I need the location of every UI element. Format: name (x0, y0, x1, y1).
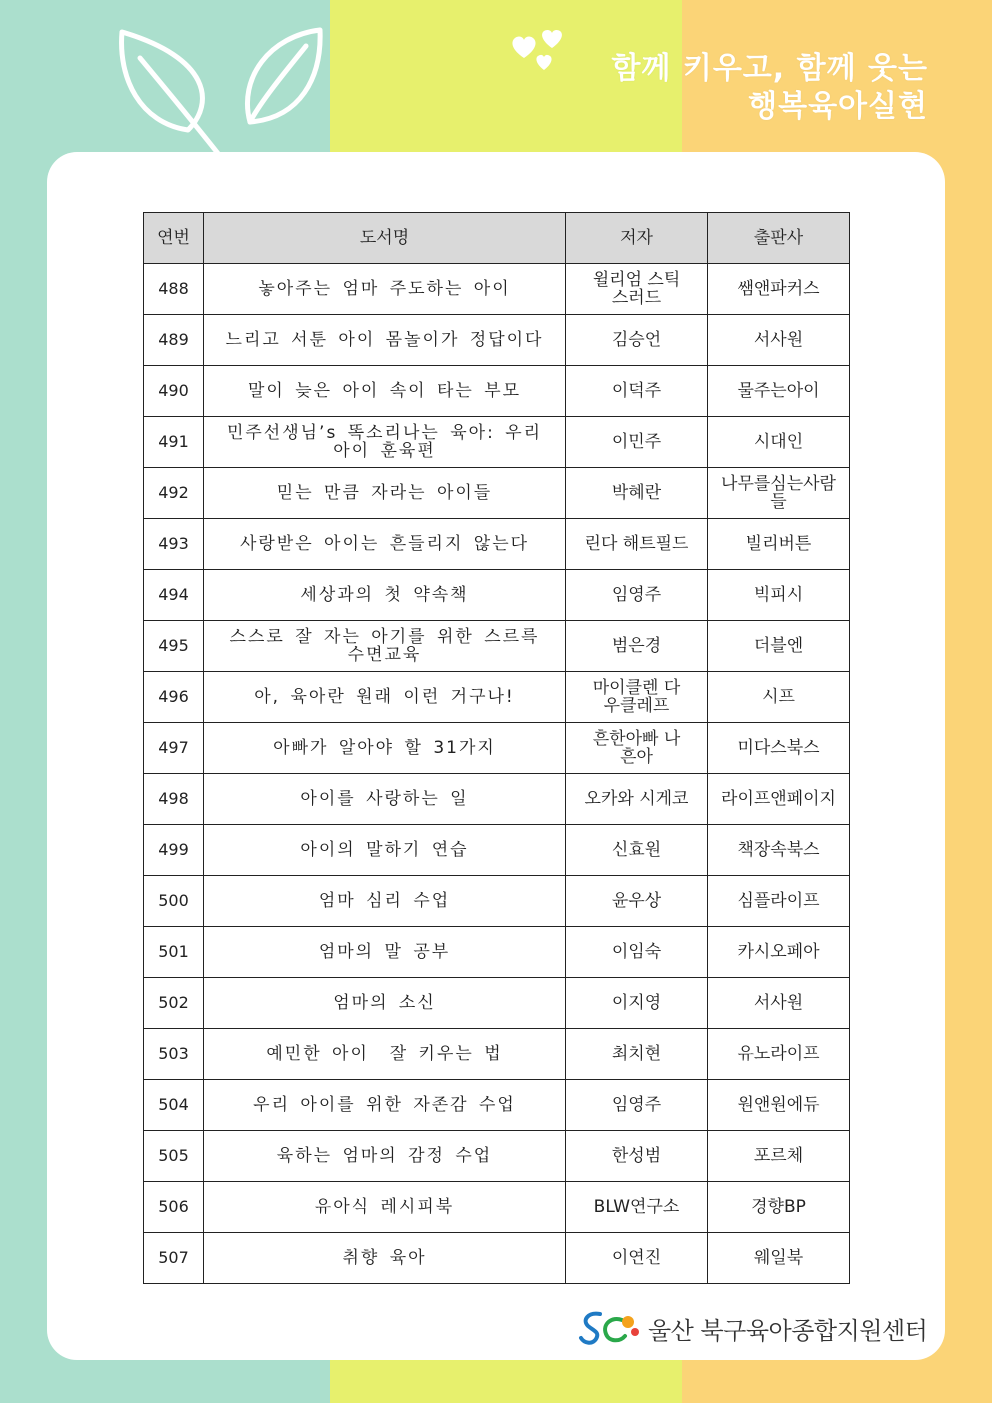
table-row (144, 723, 850, 774)
row-author: 범은경 (566, 621, 708, 672)
row-no: 495 (144, 621, 204, 672)
table-row (144, 927, 850, 978)
row-no: 501 (144, 927, 204, 978)
row-publisher: 웨일북 (708, 1233, 850, 1284)
table-row (144, 570, 850, 621)
row-publisher: 책장속북스 (708, 825, 850, 876)
row-title: 말이 늦은 아이 속이 타는 부모 (204, 366, 566, 417)
row-publisher: 나무를심는사람들 (708, 468, 850, 519)
row-title: 엄마의 말 공부 (204, 927, 566, 978)
row-no: 507 (144, 1233, 204, 1284)
row-no: 494 (144, 570, 204, 621)
row-publisher: 시프 (708, 672, 850, 723)
row-author: 최치현 (566, 1029, 708, 1080)
row-author: 이민주 (566, 417, 708, 468)
row-no: 489 (144, 315, 204, 366)
book-list-table (143, 212, 850, 1284)
row-no: 491 (144, 417, 204, 468)
table-row (144, 264, 850, 315)
row-author: 윌리엄 스틱스러드 (566, 264, 708, 315)
table-row (144, 468, 850, 519)
row-author: 흔한아빠 나흔아 (566, 723, 708, 774)
table-header-row (144, 213, 850, 264)
slogan-line-1: 함께 키우고, 함께 웃는 (611, 51, 928, 86)
row-publisher: 라이프앤페이지 (708, 774, 850, 825)
row-title: 엄마 심리 수업 (204, 876, 566, 927)
row-title: 세상과의 첫 약속책 (204, 570, 566, 621)
hearts-icon (508, 24, 572, 72)
row-title: 사랑받은 아이는 흔들리지 않는다 (204, 519, 566, 570)
row-no: 498 (144, 774, 204, 825)
row-title: 믿는 만큼 자라는 아이들 (204, 468, 566, 519)
row-title: 우리 아이를 위한 자존감 수업 (204, 1080, 566, 1131)
table-row (144, 825, 850, 876)
row-publisher: 서사원 (708, 978, 850, 1029)
row-author: 이연진 (566, 1233, 708, 1284)
row-title: 아빠가 알아야 할 31가지 (204, 723, 566, 774)
table-row (144, 621, 850, 672)
row-title: 육하는 엄마의 감정 수업 (204, 1131, 566, 1182)
row-no: 499 (144, 825, 204, 876)
table-row (144, 519, 850, 570)
row-publisher: 빌리버튼 (708, 519, 850, 570)
row-publisher: 경향BP (708, 1182, 850, 1233)
row-author: 오카와 시게코 (566, 774, 708, 825)
row-no: 500 (144, 876, 204, 927)
row-publisher: 서사원 (708, 315, 850, 366)
row-no: 497 (144, 723, 204, 774)
table-row (144, 366, 850, 417)
row-title: 스스로 잘 자는 아기를 위한 스르륵 수면교육 (204, 621, 566, 672)
row-no: 488 (144, 264, 204, 315)
row-publisher: 유노라이프 (708, 1029, 850, 1080)
row-publisher: 포르체 (708, 1131, 850, 1182)
footer-org (578, 1306, 927, 1350)
row-publisher: 원앤원에듀 (708, 1080, 850, 1131)
row-author: 신효원 (566, 825, 708, 876)
row-no: 493 (144, 519, 204, 570)
row-no: 502 (144, 978, 204, 1029)
center-logo-icon (578, 1308, 640, 1348)
table-row (144, 1233, 850, 1284)
row-publisher: 미다스북스 (708, 723, 850, 774)
row-publisher: 쌤앤파커스 (708, 264, 850, 315)
header-slogan (611, 50, 928, 126)
row-title: 아이를 사랑하는 일 (204, 774, 566, 825)
row-title: 취향 육아 (204, 1233, 566, 1284)
row-author: BLW연구소 (566, 1182, 708, 1233)
table-row (144, 672, 850, 723)
table-row (144, 978, 850, 1029)
row-no: 504 (144, 1080, 204, 1131)
row-title: 아이의 말하기 연습 (204, 825, 566, 876)
row-author: 한성범 (566, 1131, 708, 1182)
column-header-publisher: 출판사 (708, 213, 850, 264)
table-row (144, 1182, 850, 1233)
row-title: 느리고 서툰 아이 몸놀이가 정답이다 (204, 315, 566, 366)
org-name: 울산 북구육아종합지원센터 (648, 1316, 928, 1345)
column-header-title: 도서명 (204, 213, 566, 264)
row-no: 496 (144, 672, 204, 723)
row-author: 마이클렌 다우클레프 (566, 672, 708, 723)
row-author: 이지영 (566, 978, 708, 1029)
row-publisher: 시대인 (708, 417, 850, 468)
row-title: 민주선생님’s 똑소리나는 육아: 우리 아이 훈육편 (204, 417, 566, 468)
row-no: 490 (144, 366, 204, 417)
table-row (144, 1131, 850, 1182)
row-publisher: 물주는아이 (708, 366, 850, 417)
row-title: 아, 육아란 원래 이런 거구나! (204, 672, 566, 723)
row-title: 엄마의 소신 (204, 978, 566, 1029)
row-title: 유아식 레시피북 (204, 1182, 566, 1233)
row-publisher: 카시오페아 (708, 927, 850, 978)
table-row (144, 774, 850, 825)
row-author: 박혜란 (566, 468, 708, 519)
table-row (144, 417, 850, 468)
row-author: 김승언 (566, 315, 708, 366)
table-row (144, 1080, 850, 1131)
row-author: 린다 해트필드 (566, 519, 708, 570)
row-no: 492 (144, 468, 204, 519)
leaves-icon (110, 18, 340, 158)
row-publisher: 빅피시 (708, 570, 850, 621)
content-card (47, 152, 945, 1360)
row-no: 503 (144, 1029, 204, 1080)
row-publisher: 심플라이프 (708, 876, 850, 927)
row-publisher: 더블엔 (708, 621, 850, 672)
column-header-no: 연번 (144, 213, 204, 264)
row-title: 놓아주는 엄마 주도하는 아이 (204, 264, 566, 315)
row-no: 505 (144, 1131, 204, 1182)
row-author: 임영주 (566, 1080, 708, 1131)
slogan-line-2: 행복육아실현 (748, 89, 928, 124)
row-title: 예민한 아이 잘 키우는 법 (204, 1029, 566, 1080)
table-row (144, 1029, 850, 1080)
row-author: 이임숙 (566, 927, 708, 978)
table-row (144, 315, 850, 366)
column-header-author: 저자 (566, 213, 708, 264)
row-no: 506 (144, 1182, 204, 1233)
row-author: 이덕주 (566, 366, 708, 417)
row-author: 윤우상 (566, 876, 708, 927)
table-row (144, 876, 850, 927)
row-author: 임영주 (566, 570, 708, 621)
